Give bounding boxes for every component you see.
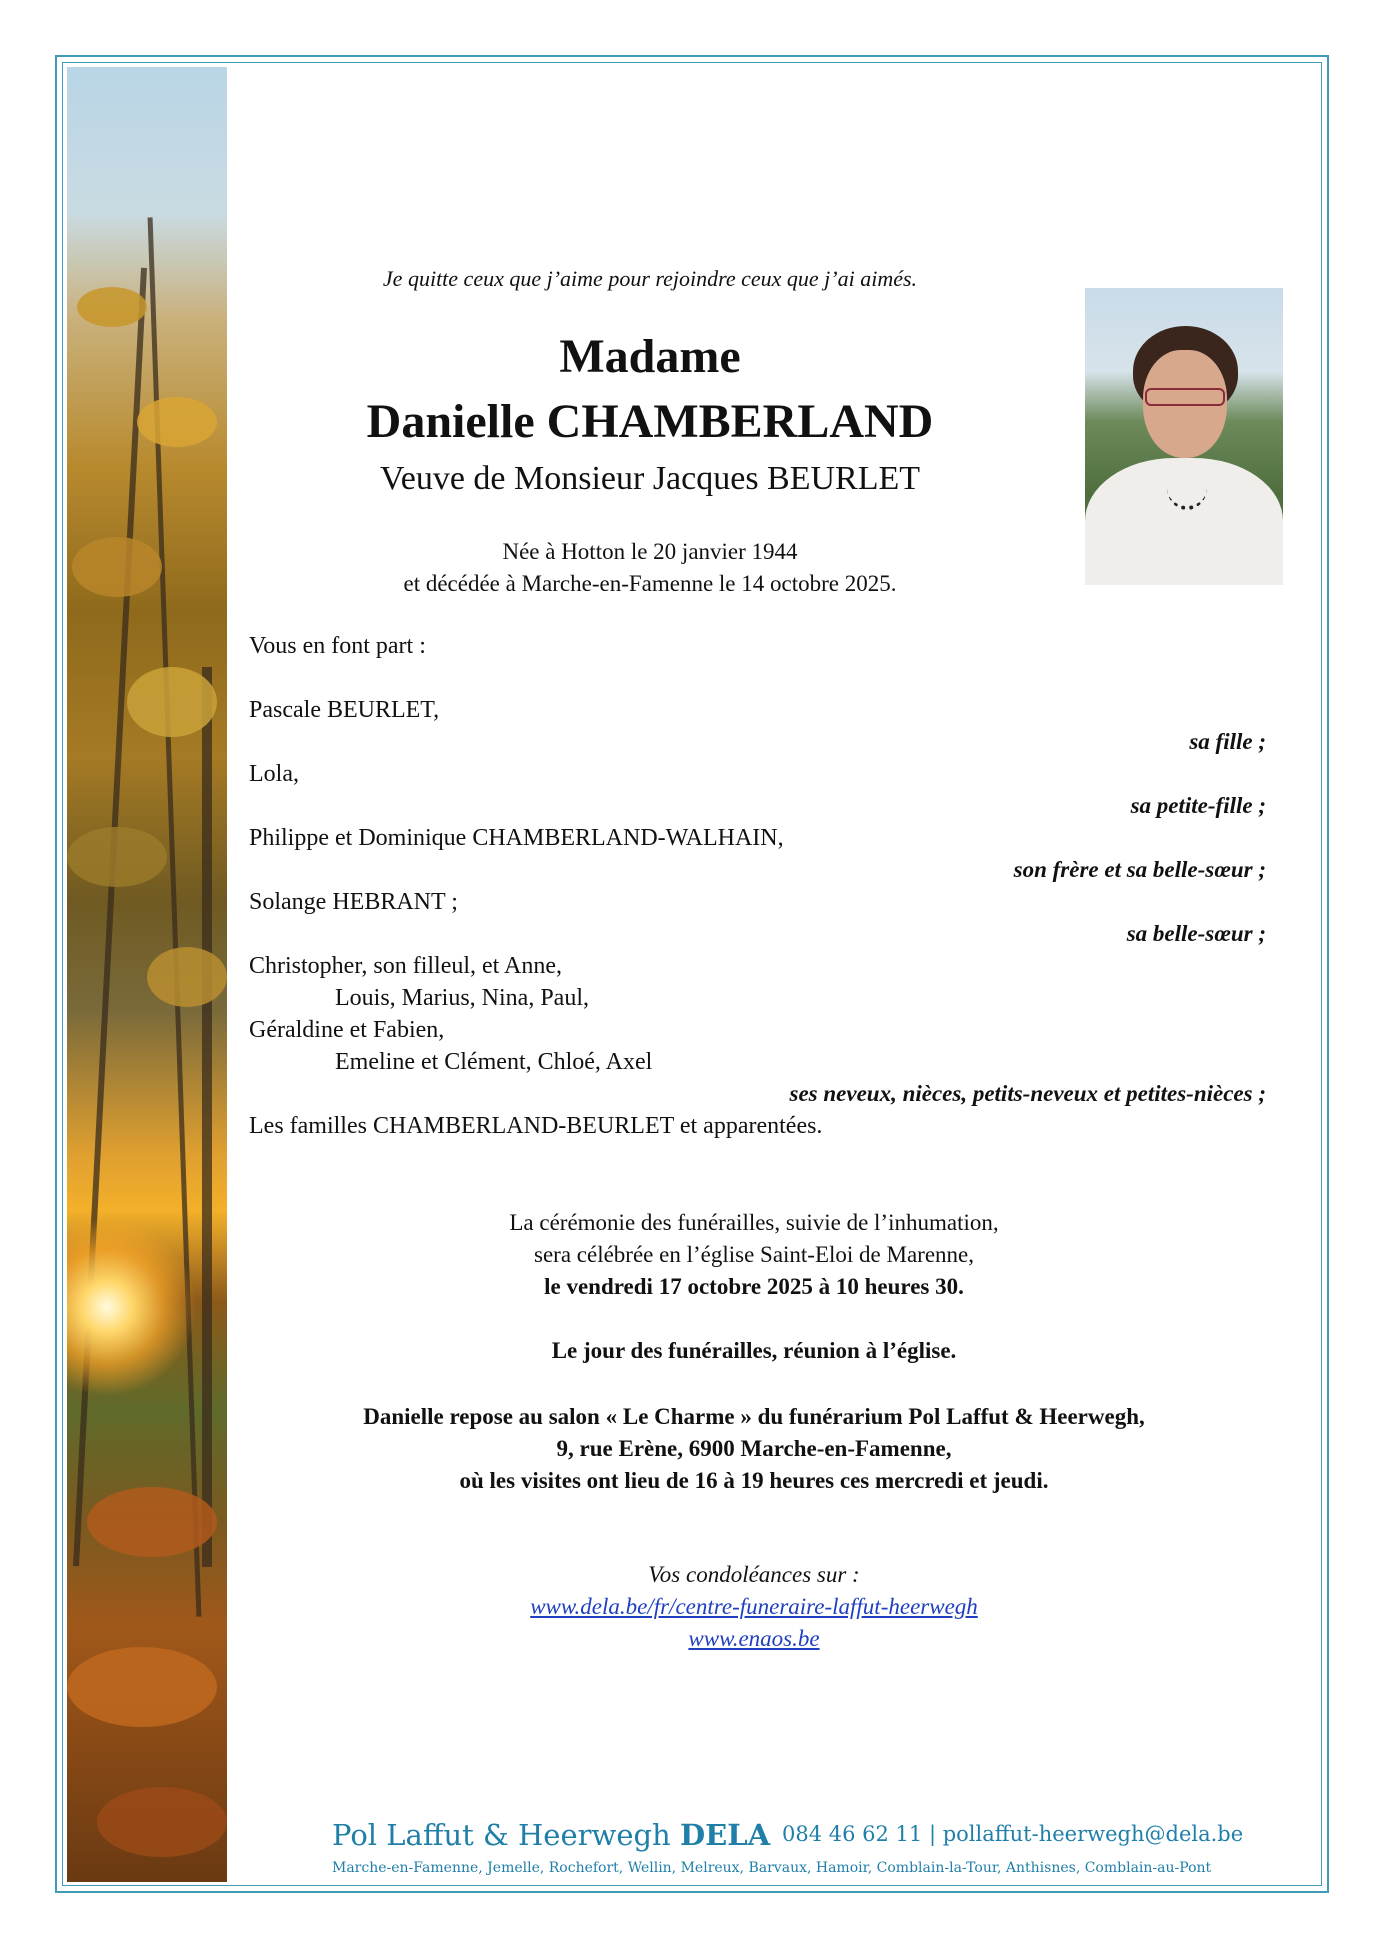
rest-line-1: Danielle repose au salon « Le Charme » du funérarium Pol Laffut & Heerwegh, xyxy=(363,1404,1145,1429)
condolences-link-enaos[interactable]: www.enaos.be xyxy=(688,1626,820,1651)
portrait-photo xyxy=(1085,288,1283,585)
footer-locations: Marche-en-Famenne, Jemelle, Rochefort, Wellin, Melreux, Barvaux, Hamoir, Comblain-la-Tour, Anthisnes, Comblain-au-Pont xyxy=(332,1860,1212,1876)
family-member-relation: son frère et sa belle-sœur ; xyxy=(1013,857,1266,882)
family-member-names: Solange HEBRANT ; xyxy=(249,889,458,915)
rest-line-2: 9, rue Erène, 6900 Marche-en-Famenne, xyxy=(556,1436,952,1461)
family-member-relation: sa petite-fille ; xyxy=(1130,793,1266,818)
nephews-line-1: Christopher, son filleul, et Anne, xyxy=(249,953,562,979)
death-line: et décédée à Marche-en-Famenne le 14 octobre 2025. xyxy=(403,571,897,596)
ceremony-line-1: La cérémonie des funérailles, suivie de l’inhumation, xyxy=(509,1210,999,1235)
family-member-names: Pascale BEURLET, xyxy=(249,697,440,723)
footer-contact: 084 46 62 11 | pollaffut-heerwegh@dela.be xyxy=(782,1822,1244,1846)
nephews-relation: ses neveux, nièces, petits-neveux et petites-nièces ; xyxy=(789,1081,1266,1106)
reunion-line: Le jour des funérailles, réunion à l’église. xyxy=(551,1338,957,1363)
condolences-link-dela[interactable]: www.dela.be/fr/centre-funeraire-laffut-heerwegh xyxy=(530,1594,978,1619)
nephews-line-3: Géraldine et Fabien, xyxy=(249,1017,445,1043)
nephews-line-4: Emeline et Clément, Chloé, Axel xyxy=(335,1049,653,1075)
epigraph-quote: Je quitte ceux que j’aime pour rejoindre ceux que j’ai aimés. xyxy=(382,266,918,291)
deceased-name: Danielle CHAMBERLAND xyxy=(366,395,934,448)
family-member-names: Philippe et Dominique CHAMBERLAND-WALHAIN, xyxy=(249,825,784,851)
dela-logo: DELA xyxy=(679,1818,771,1852)
family-member-names: Lola, xyxy=(249,761,299,787)
family-member-relation: sa belle-sœur ; xyxy=(1126,921,1266,946)
nephews-line-2: Louis, Marius, Nina, Paul, xyxy=(335,985,589,1011)
intro-line: Vous en font part : xyxy=(249,633,426,659)
rest-line-3: où les visites ont lieu de 16 à 19 heures ces mercredi et jeudi. xyxy=(459,1468,1049,1493)
funeral-home-logo xyxy=(332,1818,770,1852)
condolences-label: Vos condoléances sur : xyxy=(648,1562,860,1587)
families-line: Les familles CHAMBERLAND-BEURLET et apparentées. xyxy=(249,1113,823,1139)
family-member-relation: sa fille ; xyxy=(1189,729,1266,754)
widow-line: Veuve de Monsieur Jacques BEURLET xyxy=(379,460,921,497)
autumn-forest-image xyxy=(67,67,227,1882)
condolences-link-enaos-wrap xyxy=(258,1626,1250,1652)
ceremony-line-2: sera célébrée en l’église Saint-Eloi de Marenne, xyxy=(534,1242,974,1267)
birth-line: Née à Hotton le 20 janvier 1944 xyxy=(502,539,798,564)
brand-name: Pol Laffut & Heerwegh xyxy=(332,1818,671,1852)
condolences-link-dela-wrap xyxy=(258,1594,1250,1620)
ceremony-date: le vendredi 17 octobre 2025 à 10 heures 30. xyxy=(544,1274,964,1299)
deceased-title: Madame xyxy=(559,330,741,383)
